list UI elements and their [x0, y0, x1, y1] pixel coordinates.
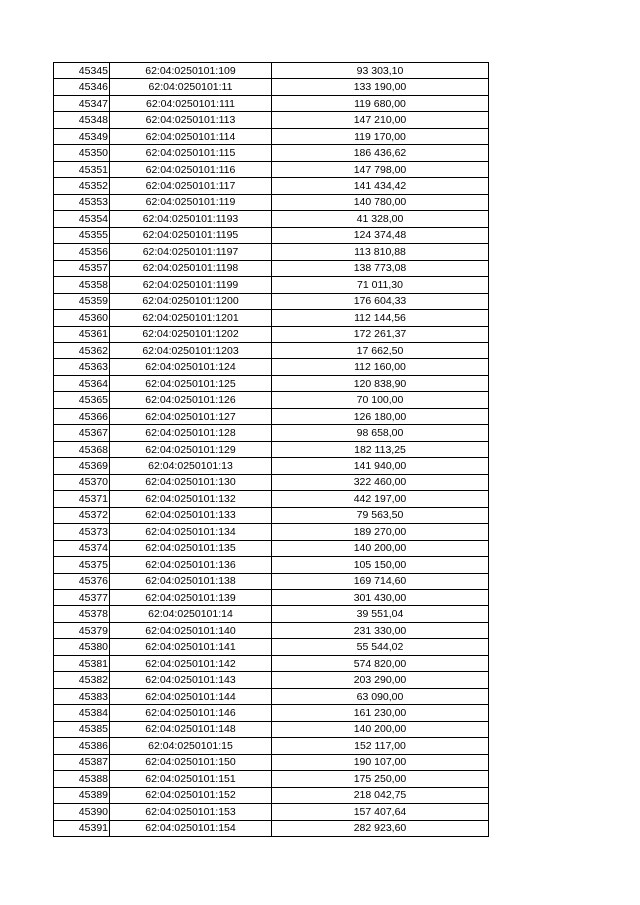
cadastral-value-cell: 17 662,50 — [272, 342, 489, 358]
table-row — [54, 639, 489, 655]
row-number-cell: 45370 — [54, 474, 110, 490]
row-number-cell: 45350 — [54, 145, 110, 161]
cadastral-number-cell: 62:04:0250101:144 — [110, 688, 272, 704]
row-number-cell: 45363 — [54, 359, 110, 375]
row-number-cell: 45386 — [54, 738, 110, 754]
row-number-cell: 45360 — [54, 310, 110, 326]
cadastral-number-cell: 62:04:0250101:143 — [110, 672, 272, 688]
cadastral-value-cell: 442 197,00 — [272, 491, 489, 507]
row-number-cell: 45381 — [54, 655, 110, 671]
table-row — [54, 194, 489, 210]
table-row — [54, 540, 489, 556]
cadastral-value-cell: 113 810,88 — [272, 244, 489, 260]
cadastral-number-cell: 62:04:0250101:113 — [110, 112, 272, 128]
cadastral-number-cell: 62:04:0250101:1201 — [110, 310, 272, 326]
cadastral-value-cell: 112 160,00 — [272, 359, 489, 375]
cadastral-value-cell: 172 261,37 — [272, 326, 489, 342]
cadastral-number-cell: 62:04:0250101:127 — [110, 408, 272, 424]
cadastral-value-cell: 112 144,56 — [272, 310, 489, 326]
cadastral-value-cell: 124 374,48 — [272, 227, 489, 243]
cadastral-number-cell: 62:04:0250101:146 — [110, 705, 272, 721]
cadastral-value-cell: 301 430,00 — [272, 590, 489, 606]
table-row — [54, 474, 489, 490]
cadastral-number-cell: 62:04:0250101:1200 — [110, 293, 272, 309]
table-row — [54, 705, 489, 721]
row-number-cell: 45385 — [54, 721, 110, 737]
cadastral-value-cell: 190 107,00 — [272, 754, 489, 770]
cadastral-number-cell: 62:04:0250101:130 — [110, 474, 272, 490]
row-number-cell: 45352 — [54, 178, 110, 194]
cadastral-number-cell: 62:04:0250101:14 — [110, 606, 272, 622]
cadastral-value-cell: 189 270,00 — [272, 524, 489, 540]
cadastral-value-cell: 93 303,10 — [272, 63, 489, 79]
table-row — [54, 95, 489, 111]
row-number-cell: 45369 — [54, 458, 110, 474]
table-row — [54, 524, 489, 540]
cadastral-number-cell: 62:04:0250101:134 — [110, 524, 272, 540]
cadastral-number-cell: 62:04:0250101:129 — [110, 441, 272, 457]
row-number-cell: 45378 — [54, 606, 110, 622]
table-row — [54, 326, 489, 342]
cadastral-number-cell: 62:04:0250101:142 — [110, 655, 272, 671]
cadastral-value-cell: 157 407,64 — [272, 804, 489, 820]
table-row — [54, 738, 489, 754]
table-row — [54, 754, 489, 770]
row-number-cell: 45364 — [54, 375, 110, 391]
cadastral-value-cell: 120 838,90 — [272, 375, 489, 391]
row-number-cell: 45357 — [54, 260, 110, 276]
row-number-cell: 45367 — [54, 425, 110, 441]
table-row — [54, 359, 489, 375]
cadastral-value-cell: 182 113,25 — [272, 441, 489, 457]
cadastral-value-cell: 140 200,00 — [272, 721, 489, 737]
cadastral-number-cell: 62:04:0250101:1198 — [110, 260, 272, 276]
row-number-cell: 45355 — [54, 227, 110, 243]
table-row — [54, 79, 489, 95]
table-row — [54, 507, 489, 523]
cadastral-value-cell: 203 290,00 — [272, 672, 489, 688]
row-number-cell: 45349 — [54, 128, 110, 144]
cadastral-value-cell: 39 551,04 — [272, 606, 489, 622]
cadastral-number-cell: 62:04:0250101:109 — [110, 63, 272, 79]
cadastral-value-cell: 152 117,00 — [272, 738, 489, 754]
row-number-cell: 45375 — [54, 557, 110, 573]
row-number-cell: 45389 — [54, 787, 110, 803]
cadastral-number-cell: 62:04:0250101:136 — [110, 557, 272, 573]
cadastral-value-cell: 175 250,00 — [272, 771, 489, 787]
cadastral-value-cell: 218 042,75 — [272, 787, 489, 803]
cadastral-value-cell: 55 544,02 — [272, 639, 489, 655]
cadastral-number-cell: 62:04:0250101:119 — [110, 194, 272, 210]
row-number-cell: 45366 — [54, 408, 110, 424]
row-number-cell: 45359 — [54, 293, 110, 309]
table-row — [54, 573, 489, 589]
cadastral-value-cell: 119 170,00 — [272, 128, 489, 144]
cadastral-value-cell: 322 460,00 — [272, 474, 489, 490]
cadastral-number-cell: 62:04:0250101:111 — [110, 95, 272, 111]
cadastral-number-cell: 62:04:0250101:1193 — [110, 211, 272, 227]
cadastral-number-cell: 62:04:0250101:128 — [110, 425, 272, 441]
cadastral-number-cell: 62:04:0250101:125 — [110, 375, 272, 391]
table-row — [54, 63, 489, 79]
cadastral-value-cell: 141 434,42 — [272, 178, 489, 194]
cadastral-value-cell: 140 780,00 — [272, 194, 489, 210]
table-row — [54, 392, 489, 408]
table-row — [54, 441, 489, 457]
table-row — [54, 375, 489, 391]
cadastral-value-cell: 138 773,08 — [272, 260, 489, 276]
row-number-cell: 45372 — [54, 507, 110, 523]
cadastral-value-cell: 133 190,00 — [272, 79, 489, 95]
cadastral-number-cell: 62:04:0250101:1203 — [110, 342, 272, 358]
cadastral-number-cell: 62:04:0250101:153 — [110, 804, 272, 820]
row-number-cell: 45377 — [54, 590, 110, 606]
cadastral-value-cell: 176 604,33 — [272, 293, 489, 309]
cadastral-value-cell: 169 714,60 — [272, 573, 489, 589]
cadastral-value-cell: 186 436,62 — [272, 145, 489, 161]
cadastral-number-cell: 62:04:0250101:135 — [110, 540, 272, 556]
table-row — [54, 655, 489, 671]
table-row — [54, 161, 489, 177]
table-row — [54, 622, 489, 638]
row-number-cell: 45353 — [54, 194, 110, 210]
table-row — [54, 606, 489, 622]
table-row — [54, 721, 489, 737]
cadastral-number-cell: 62:04:0250101:117 — [110, 178, 272, 194]
table-row — [54, 408, 489, 424]
table-row — [54, 293, 489, 309]
cadastral-number-cell: 62:04:0250101:114 — [110, 128, 272, 144]
row-number-cell: 45362 — [54, 342, 110, 358]
cadastral-value-cell: 119 680,00 — [272, 95, 489, 111]
cadastral-value-cell: 161 230,00 — [272, 705, 489, 721]
row-number-cell: 45365 — [54, 392, 110, 408]
cadastral-value-table — [53, 62, 489, 837]
cadastral-value-cell: 140 200,00 — [272, 540, 489, 556]
table-row — [54, 128, 489, 144]
cadastral-number-cell: 62:04:0250101:154 — [110, 820, 272, 836]
table-row — [54, 458, 489, 474]
table-row — [54, 342, 489, 358]
cadastral-value-cell: 147 798,00 — [272, 161, 489, 177]
cadastral-number-cell: 62:04:0250101:115 — [110, 145, 272, 161]
table-row — [54, 804, 489, 820]
table-row — [54, 145, 489, 161]
cadastral-value-cell: 141 940,00 — [272, 458, 489, 474]
cadastral-number-cell: 62:04:0250101:132 — [110, 491, 272, 507]
row-number-cell: 45382 — [54, 672, 110, 688]
cadastral-value-cell: 98 658,00 — [272, 425, 489, 441]
cadastral-number-cell: 62:04:0250101:1197 — [110, 244, 272, 260]
cadastral-number-cell: 62:04:0250101:152 — [110, 787, 272, 803]
cadastral-number-cell: 62:04:0250101:140 — [110, 622, 272, 638]
cadastral-number-cell: 62:04:0250101:133 — [110, 507, 272, 523]
cadastral-value-cell: 70 100,00 — [272, 392, 489, 408]
table-body — [54, 63, 489, 837]
cadastral-number-cell: 62:04:0250101:126 — [110, 392, 272, 408]
table-row — [54, 227, 489, 243]
table-row — [54, 112, 489, 128]
table-row — [54, 590, 489, 606]
table-row — [54, 211, 489, 227]
cadastral-number-cell: 62:04:0250101:138 — [110, 573, 272, 589]
row-number-cell: 45380 — [54, 639, 110, 655]
cadastral-value-cell: 574 820,00 — [272, 655, 489, 671]
table-row — [54, 557, 489, 573]
cadastral-number-cell: 62:04:0250101:151 — [110, 771, 272, 787]
row-number-cell: 45351 — [54, 161, 110, 177]
cadastral-number-cell: 62:04:0250101:139 — [110, 590, 272, 606]
row-number-cell: 45347 — [54, 95, 110, 111]
row-number-cell: 45368 — [54, 441, 110, 457]
cadastral-number-cell: 62:04:0250101:1202 — [110, 326, 272, 342]
table-row — [54, 771, 489, 787]
table-row — [54, 310, 489, 326]
row-number-cell: 45348 — [54, 112, 110, 128]
table-row — [54, 425, 489, 441]
row-number-cell: 45383 — [54, 688, 110, 704]
cadastral-number-cell: 62:04:0250101:148 — [110, 721, 272, 737]
cadastral-number-cell: 62:04:0250101:150 — [110, 754, 272, 770]
cadastral-value-cell: 126 180,00 — [272, 408, 489, 424]
row-number-cell: 45388 — [54, 771, 110, 787]
cadastral-number-cell: 62:04:0250101:124 — [110, 359, 272, 375]
table-row — [54, 178, 489, 194]
row-number-cell: 45391 — [54, 820, 110, 836]
table-row — [54, 787, 489, 803]
table-row — [54, 244, 489, 260]
cadastral-number-cell: 62:04:0250101:141 — [110, 639, 272, 655]
cadastral-number-cell: 62:04:0250101:116 — [110, 161, 272, 177]
row-number-cell: 45379 — [54, 622, 110, 638]
row-number-cell: 45374 — [54, 540, 110, 556]
cadastral-value-cell: 63 090,00 — [272, 688, 489, 704]
row-number-cell: 45371 — [54, 491, 110, 507]
row-number-cell: 45346 — [54, 79, 110, 95]
table-row — [54, 277, 489, 293]
table-row — [54, 672, 489, 688]
row-number-cell: 45376 — [54, 573, 110, 589]
row-number-cell: 45361 — [54, 326, 110, 342]
row-number-cell: 45354 — [54, 211, 110, 227]
cadastral-number-cell: 62:04:0250101:13 — [110, 458, 272, 474]
row-number-cell: 45373 — [54, 524, 110, 540]
cadastral-value-cell: 147 210,00 — [272, 112, 489, 128]
table-row — [54, 820, 489, 836]
row-number-cell: 45358 — [54, 277, 110, 293]
cadastral-value-cell: 282 923,60 — [272, 820, 489, 836]
cadastral-value-cell: 79 563,50 — [272, 507, 489, 523]
table-row — [54, 260, 489, 276]
row-number-cell: 45387 — [54, 754, 110, 770]
cadastral-number-cell: 62:04:0250101:15 — [110, 738, 272, 754]
cadastral-value-cell: 231 330,00 — [272, 622, 489, 638]
row-number-cell: 45384 — [54, 705, 110, 721]
cadastral-value-cell: 41 328,00 — [272, 211, 489, 227]
cadastral-number-cell: 62:04:0250101:1195 — [110, 227, 272, 243]
row-number-cell: 45390 — [54, 804, 110, 820]
cadastral-number-cell: 62:04:0250101:11 — [110, 79, 272, 95]
cadastral-number-cell: 62:04:0250101:1199 — [110, 277, 272, 293]
table-row — [54, 688, 489, 704]
table-row — [54, 491, 489, 507]
row-number-cell: 45356 — [54, 244, 110, 260]
row-number-cell: 45345 — [54, 63, 110, 79]
cadastral-value-cell: 105 150,00 — [272, 557, 489, 573]
cadastral-value-cell: 71 011,30 — [272, 277, 489, 293]
